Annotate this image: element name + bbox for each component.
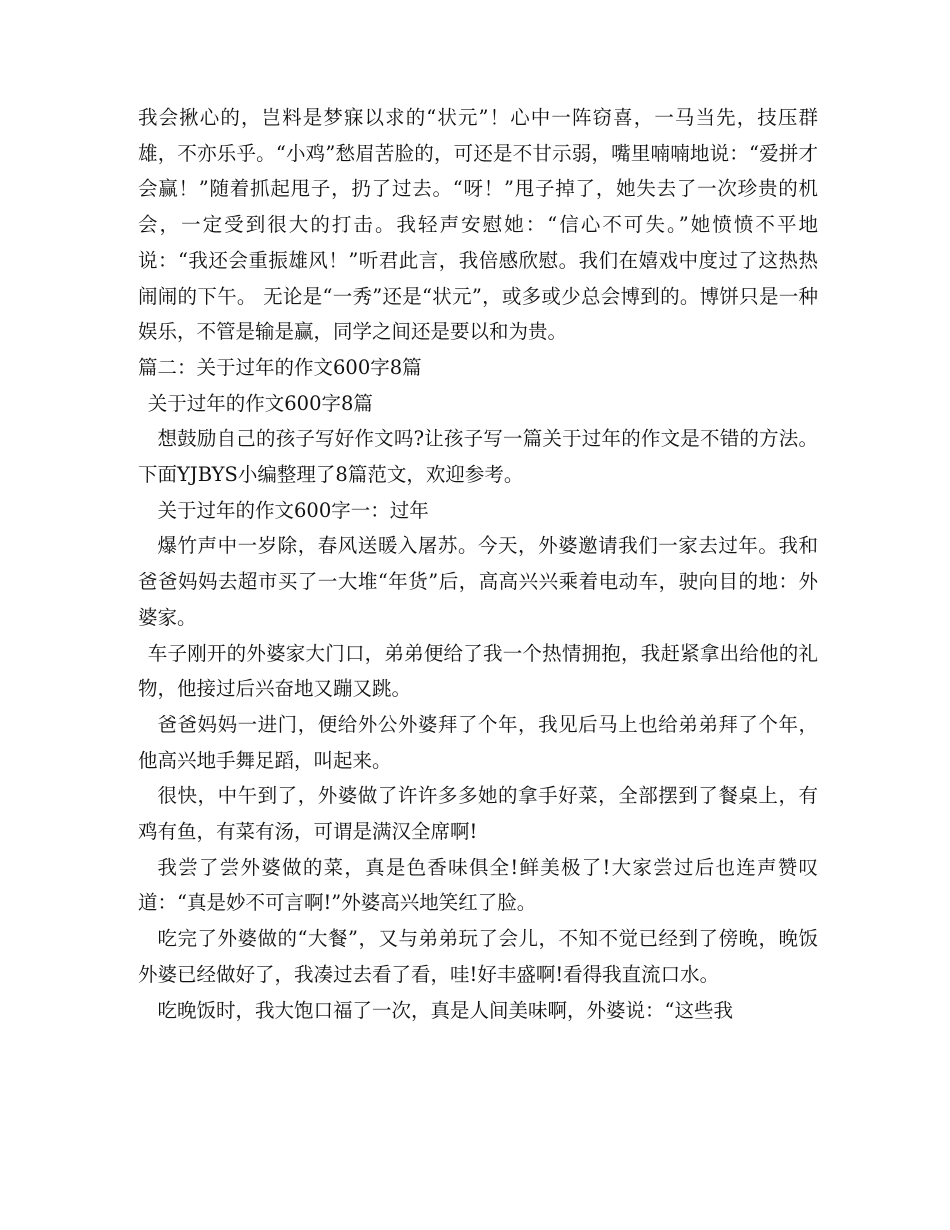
paragraph-intro: 想鼓励自己的孩子写好作文吗?让孩子写一篇关于过年的作文是不错的方法。下面YJBYS小编整理了8篇范文，欢迎参考。	[138, 427, 818, 487]
section-heading-part-two: 篇二：关于过年的作文600字8篇	[138, 355, 422, 379]
essay-one-title: 关于过年的作文600字一：过年	[157, 498, 429, 522]
paragraph-boardgame-ending: 我会揪心的，岂料是梦寐以求的“状元”！心中一阵窃喜，一马当先，技压群雄，不亦乐乎。“小鸡”愁眉苦脸的，可还是不甘示弱，嘴里喃喃地说：“爱拼才会赢！”随着抓起甩子，扔了过去。“呀！”甩子掉了，她失去了一次珍贵的机会，一定受到很大的打击。我轻声安慰她：“信心不可失。”她愤愤不平地说：“我还会重振雄风！”听君此言，我倍感欣慰。我们在嬉戏中度过了这热热闹闹的下午。 无论是“一秀”还是“状元”，或多或少总会博到的。博饼只是一种娱乐，不管是输是赢，同学之间还是要以和为贵。	[138, 106, 818, 344]
paragraph-evening: 吃完了外婆做的“大餐”，又与弟弟玩了会儿，不知不觉已经到了傍晚，晚饭外婆已经做好了，我凑过去看了看，哇!好丰盛啊!看得我直流口水。	[138, 927, 818, 986]
paragraph-new-year-trip: 爆竹声中一岁除，春风送暖入屠苏。今天，外婆邀请我们一家去过年。我和爸爸妈妈去超市买了一大堆“年货”后，高高兴兴乘着电动车，驶向目的地：外婆家。	[138, 534, 818, 629]
paragraph-greeting: 爸爸妈妈一进门，便给外公外婆拜了个年，我见后马上也给弟弟拜了个年，他高兴地手舞足蹈，叫起来。	[138, 712, 818, 772]
article-title: 关于过年的作文600字8篇	[147, 391, 373, 415]
paragraph-arrival: 车子刚开的外婆家大门口，弟弟便给了我一个热情拥抱，我赶紧拿出给他的礼物，他接过后兴奋地又蹦又跳。	[138, 641, 818, 701]
paragraph-tasting: 我尝了尝外婆做的菜，真是色香味俱全!鲜美极了!大家尝过后也连声赞叹道：“真是妙不可言啊!”外婆高兴地笑红了脸。	[138, 855, 818, 915]
paragraph-dinner: 吃晚饭时，我大饱口福了一次，真是人间美味啊，外婆说：“这些我	[157, 998, 733, 1022]
paragraph-lunch: 很快，中午到了，外婆做了许许多多她的拿手好菜，全部摆到了餐桌上，有鸡有鱼，有菜有汤，可谓是满汉全席啊!	[138, 784, 818, 844]
document-page	[138, 100, 818, 1028]
